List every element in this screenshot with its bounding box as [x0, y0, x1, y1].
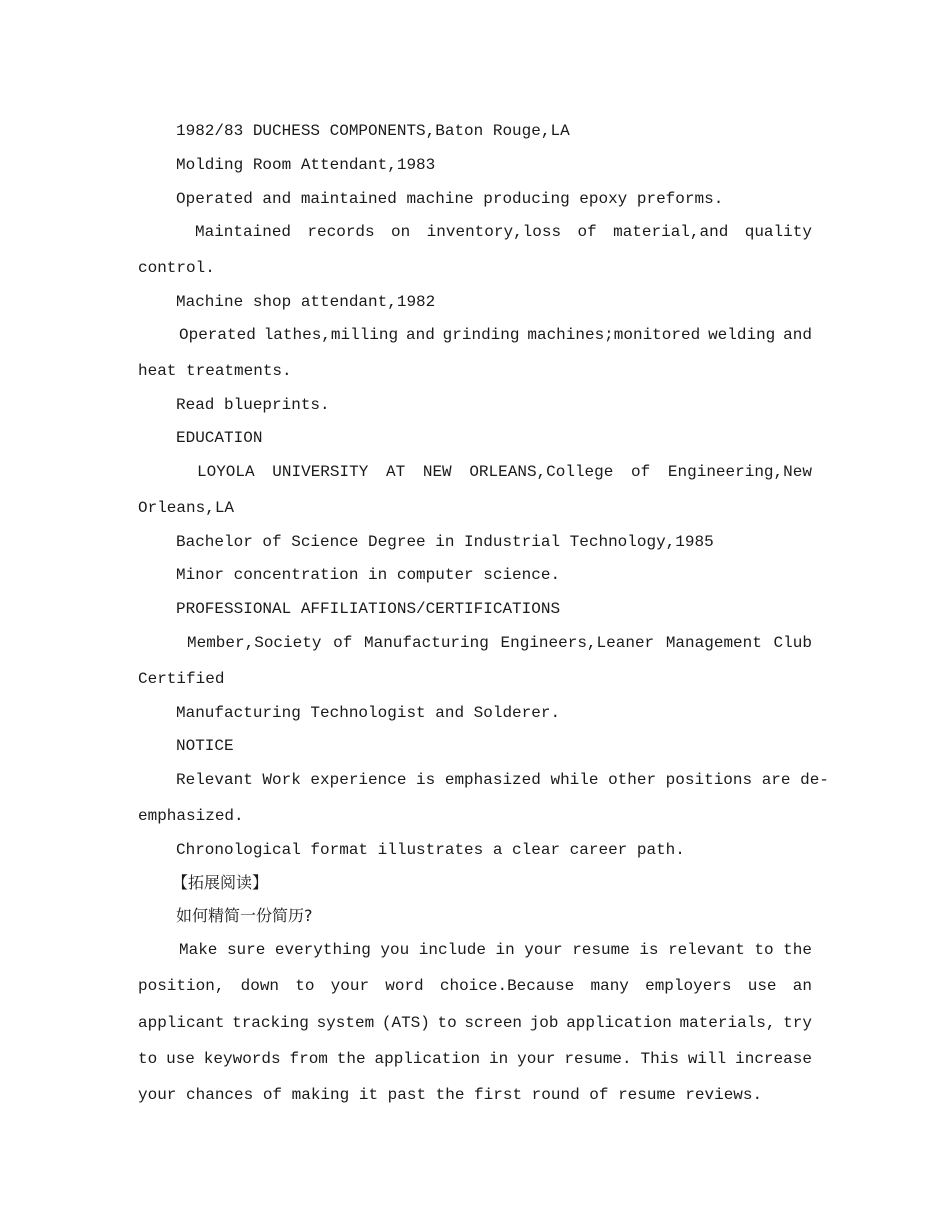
word: try — [783, 1014, 812, 1032]
paragraph-line: your chances of making it past the first round of resume reviews. — [138, 1086, 763, 1104]
notice-line-continuation: emphasized. — [138, 807, 244, 825]
word: of — [577, 223, 597, 241]
word: to — [295, 977, 315, 995]
extended-reading-heading: 【拓展阅读】 — [172, 873, 269, 892]
word: material,and — [613, 223, 729, 241]
word: system — [316, 1014, 375, 1032]
word: resume. — [564, 1050, 632, 1068]
word: Operated — [179, 326, 256, 344]
paragraph-line — [138, 1013, 812, 1033]
paragraph-line — [179, 940, 812, 960]
word: AT — [385, 463, 406, 481]
word: Maintained — [195, 223, 292, 241]
word: applicant — [138, 1014, 225, 1032]
minor-line: Minor concentration in computer science. — [176, 566, 561, 584]
degree-line: Bachelor of Science Degree in Industrial Technology,1985 — [176, 533, 714, 551]
word: Make — [179, 941, 218, 959]
section-heading-education: EDUCATION — [176, 429, 263, 447]
extended-reading-question: 如何精简一份简历? — [176, 906, 313, 925]
word: inventory,loss — [426, 223, 562, 241]
word: your — [517, 1050, 556, 1068]
word: of — [631, 463, 651, 481]
word: your — [524, 941, 563, 959]
word: Management — [665, 634, 762, 652]
word: Club — [773, 634, 812, 652]
word: increase — [735, 1050, 812, 1068]
word: Engineering,New — [667, 463, 812, 481]
word: everything — [274, 941, 371, 959]
word: application — [566, 1014, 672, 1032]
word: screen — [464, 1014, 523, 1032]
word: Manufacturing — [364, 634, 489, 652]
word: ORLEANS,College — [469, 463, 614, 481]
employer-line: 1982/83 DUCHESS COMPONENTS,Baton Rouge,LA — [176, 122, 570, 140]
word: word — [385, 977, 424, 995]
word: LOYOLA — [197, 463, 255, 481]
word: (ATS) — [381, 1014, 430, 1032]
word: on — [391, 223, 411, 241]
word: of — [333, 634, 353, 652]
word: and — [405, 326, 435, 344]
notice-line: Relevant Work experience is emphasized while other positions are de- — [176, 771, 829, 789]
word: application — [374, 1050, 481, 1068]
word: to — [754, 941, 774, 959]
word: will — [687, 1050, 727, 1068]
word: an — [792, 977, 812, 995]
word: tracking — [232, 1014, 309, 1032]
word: Engineers,Leaner — [500, 634, 655, 652]
word: the — [783, 941, 812, 959]
job-title: Molding Room Attendant,1983 — [176, 156, 436, 174]
word: in — [489, 1050, 509, 1068]
job-duty: Operated and maintained machine producing epoxy preforms. — [176, 190, 724, 208]
word: position, — [138, 977, 225, 995]
word: NEW — [422, 463, 452, 481]
job-duty-continuation: heat treatments. — [138, 362, 292, 380]
word: lathes,milling — [263, 326, 399, 344]
word: keywords — [203, 1050, 281, 1068]
word: resume — [572, 941, 630, 959]
word: include — [418, 941, 486, 959]
word: from — [289, 1050, 328, 1068]
paragraph-line — [138, 976, 812, 996]
word: grinding — [442, 326, 520, 344]
word: the — [336, 1050, 366, 1068]
word: you — [380, 941, 410, 959]
word: use — [747, 977, 777, 995]
word: employers — [645, 977, 732, 995]
paragraph-line — [138, 1049, 812, 1069]
section-heading-affiliations: PROFESSIONAL AFFILIATIONS/CERTIFICATIONS — [176, 600, 561, 618]
word: in — [495, 941, 515, 959]
section-heading-notice: NOTICE — [176, 737, 234, 755]
job-duty-justified — [195, 222, 812, 242]
word: records — [307, 223, 375, 241]
notice-line: Chronological format illustrates a clear career path. — [176, 841, 685, 859]
job-duty-continuation: control. — [138, 259, 215, 277]
word: to — [437, 1014, 457, 1032]
word: your — [330, 977, 370, 995]
word: use — [166, 1050, 195, 1068]
word: job — [529, 1014, 559, 1032]
word: to — [138, 1050, 158, 1068]
word: sure — [226, 941, 266, 959]
affiliation-line-continuation: Certified — [138, 670, 225, 688]
word: This — [640, 1050, 679, 1068]
word: machines;monitored — [527, 326, 701, 344]
word: quality — [744, 223, 812, 241]
word: welding — [708, 326, 776, 344]
word: many — [590, 977, 629, 995]
school-line-continuation: Orleans,LA — [138, 499, 235, 517]
job-duty: Read blueprints. — [176, 396, 330, 414]
affiliation-line: Manufacturing Technologist and Solderer. — [176, 704, 561, 722]
word: materials, — [679, 1014, 776, 1032]
word: Member,Society — [187, 634, 322, 652]
job-duty-justified — [179, 325, 812, 345]
word: choice.Because — [439, 977, 575, 995]
school-line-justified — [197, 462, 812, 482]
word: and — [783, 326, 812, 344]
word: down — [240, 977, 280, 995]
affiliation-line-justified — [187, 633, 812, 653]
word: relevant — [668, 941, 745, 959]
job-title: Machine shop attendant,1982 — [176, 293, 436, 311]
word: is — [639, 941, 659, 959]
word: UNIVERSITY — [272, 463, 369, 481]
